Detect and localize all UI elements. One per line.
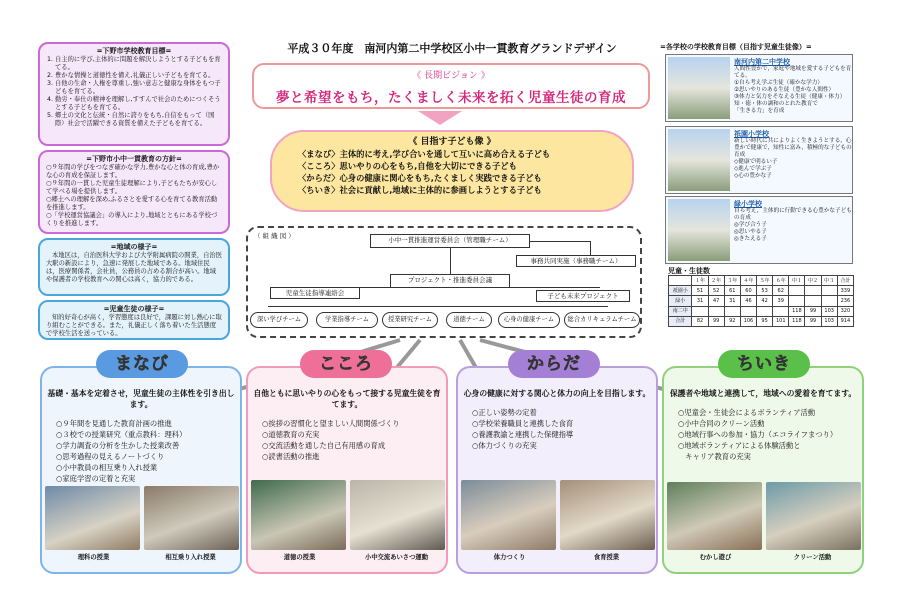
schools-heading: =各学校の学校教育目標（目指す児童生徒像）= [660,43,812,51]
students-state-heading: =児童生徒の様子= [103,305,165,313]
city-goals-list [46,56,222,128]
photo [251,480,346,550]
vision-text: 夢と希望をもち，たくましく未来を拓く児童生徒の育成 [276,90,626,106]
area-heading: =地域の様子= [110,243,158,251]
school-text: 新しい時代に共によりよく生きようとする，心豊かで健康で，知性に富み，積極的な子どもの育成 ◇健康で明るい子 ◇進んで学ぶ子 ◇心の豊かな子 [734,138,852,179]
photo-caption: 食育授業 [593,554,620,561]
photo-caption: 小中交流あいさつ運動 [365,554,428,561]
vision-box [252,63,650,109]
school-photo [668,57,730,119]
card-list [458,407,656,451]
table-row: 祇園小 51 52 61 60 53 62 339 [669,286,854,296]
photo [766,482,861,550]
list-item: ○３校での授業研究（重点教科：理科） [56,430,187,439]
area-text: 本地区は，自治医科大学および大学附属病院の開業，自治医大駅の新設により，急速に発展した地域である。地域住民は，医療関係者，会社員，公務員の占める割合が高い。地域や保護者の学校教育への関心は高く，協力的である。 [46,252,223,283]
photo [667,482,762,550]
list-item: ○「学校運営協議会」の導入により,地域とともにある学校づくりを推進します。 [46,212,218,227]
card-title-chiiki: ちいき [718,350,810,378]
list-item: ○養護教諭と連携した保健指導 [472,430,574,439]
list-item: ○地域行事への参加・協力（エコライフまつり） [678,430,838,439]
photo-caption: 理科の授業 [77,554,110,561]
city-policy-heading: =下野市小中一貫教育の方針= [86,155,182,163]
card-list [664,407,862,462]
card-policy: 基礎・基本を定着させ，児童生徒の主体性を引き出します。 [47,389,235,409]
list-item: ○９年間の学びをつなぎ確かな学力,豊かな心と体の育成,豊かな心の育成を保証します。 [46,164,220,179]
list-item: ○小中合同のクリーン活動 [678,419,765,428]
student-count-title: 児童・生徒数 [668,267,710,275]
connector [268,306,608,307]
photo-caption: 体力つくり [493,554,526,561]
list-item: ○郷土への理解を深め,ふるさとを愛する心を育てる教育活動を推進します。 [46,196,218,211]
list-item: ○交流活動を通した自己有用感の育成 [262,441,386,450]
list-item: 2. 豊かな情操と道徳性を備え,礼儀正しい子どもを育てる。 [55,72,222,80]
team-1: 深い学びチーム [250,312,308,328]
list-item: 3. 自他の生命・人権を尊重し,強い意志と健康な身体をもつ子どもを育てる。 [55,80,222,96]
city-policy-box [38,150,230,234]
table-row: １年 ２年 ３年 ４年 ５年 ６年 中１ 中２ 中３ 合計 [669,276,854,286]
card-manabi [40,366,242,574]
goals-heading: 《 目指す子ども像 》 [408,137,496,147]
card-chiiki [662,366,864,574]
list-item: ○挨拶の習慣化と望ましい人間関係づくり [262,419,400,428]
photo [144,486,239,550]
list-item: ○正しい姿勢の定着 [472,408,537,417]
org-label: （ 組 織 図 ） [254,232,295,240]
list-item: ○読書活動の推進 [262,452,320,461]
team-6: 総合カリキュラムチーム [564,312,640,328]
school-card [665,196,853,264]
connector [590,241,591,255]
city-goals-heading: =下野市学校教育目標= [96,47,172,55]
list-item: 5. 郷土の文化と伝統・自然に誇りをもち,自信をもって（国際）社会で活躍できる資質を備えた子どもを育てる。 [55,112,222,128]
vision-heading: 《 長期ビジョン 》 [412,71,490,81]
photo [350,480,445,550]
org-chart [246,226,642,338]
students-state-text: 知的好奇心が高く，学習態度は良好で，課題に対し熱心に取り組むことができる。また，礼儀正しく落ち着いた生活態度で学校生活を送っている。 [46,314,222,337]
connector [450,248,451,276]
team-3: 授業研究チーム [382,312,438,328]
org-committee: 小中一貫推進運営委員会（管理職チーム） [370,234,530,248]
school-card [665,126,853,194]
team-4: 道徳チーム [446,312,492,328]
org-future: 子ども未来プロジェクト [536,290,630,302]
school-name[interactable]: 祇園小学校 [734,130,769,138]
area-box [38,238,230,296]
org-project: プロジェクト・推進委員会議 [390,274,510,288]
goal-item: 〈こころ〉思いやりの心をもち,自他を大切にできる子ども [298,161,517,171]
list-item: ○９年間を見通した教育計画の推進 [56,419,172,428]
photo-caption: クリーン活動 [793,554,832,561]
photo [461,480,556,550]
list-item: ○思考過程の見えるノートづくり [56,452,165,461]
list-item: ○学力調査の分析を生かした授業改善 [56,441,180,450]
goal-item: 〈からだ〉心身の健康に関心をもち,たくましく実践できる子ども [298,173,542,183]
city-goals-box [38,42,230,146]
page-title: 平成３０年度 南河内第二中学校区小中一貫教育グランドデザイン [287,42,617,55]
photo-caption: 道徳の授業 [283,554,316,561]
list-item: ○体力づくりの充実 [472,441,537,450]
team-2: 学業指導チーム [316,312,378,328]
goals-box [270,130,634,212]
list-item: 1. 自主的に学び,主体的に問題を解決しようとする子どもを育てる。 [55,56,222,72]
school-name[interactable]: 南河内第二中学校 [734,58,790,66]
school-name[interactable]: 緑小学校 [734,200,762,208]
org-office: 事務共同実施（事務職チーム） [516,255,636,267]
list-item: ○小中教員の相互乗り入れ授業 [56,463,158,472]
list-item: ○児童会・生徒会によるボランティア活動 [678,408,816,417]
list-item: ○地域ボランティアによる体験活動と [678,441,801,450]
card-policy: 自他ともに思いやりの心をもって接する児童生徒を育てます。 [253,389,441,409]
school-text: 自ら考え，主体的に行動できる心豊かな子どもの育成 ◎学び合う子 ◎思いやる子 ◎きたえる子 [734,208,852,242]
student-count-table [668,275,854,327]
list-item: ○学校栄養職員と連携した食育 [472,419,574,428]
card-policy: 心身の健康に対する関心と体力の向上を目指します。 [463,389,651,398]
list-item: ○家庭学習の定着と充実 [56,474,136,483]
card-karada [456,366,658,574]
school-text: 人間性豊かで，家庭や地域を愛する子どもを育てる。 ①自ら考え学ぶ生徒（確かな学力） ②思いやりのある生徒（豊かな人間性） ③体力と気力をそなえる生徒（健康・体力） 知・徳・体の調和のとれた教育で 「生きる力」を育成 [734,66,852,114]
card-title-kokoro: こころ [300,350,392,378]
photo-caption: むかし遊び [699,554,732,561]
students-state-box [38,300,230,340]
team-5: 心身の健康チーム [498,312,560,328]
school-photo [668,199,730,261]
list-item: ○道徳教育の充実 [262,430,320,439]
card-kokoro [246,366,448,574]
list-item: ○９年間の一貫した児童生徒理解により,子どもたちが安心して学べる場を提供します。 [46,180,218,195]
down-arrow-icon [418,111,462,125]
table-row: 緑小 31 47 31 46 42 39 236 [669,296,854,306]
goal-item: 〈まなび〉主体的に考え,学び合いを通して互いに高め合える子ども [298,149,551,159]
card-policy: 保護者や地域と連携して，地域への愛着を育てます。 [669,389,857,398]
card-title-manabi: まなび [96,350,188,378]
card-list [42,418,240,484]
card-title-karada: からだ [508,350,600,378]
goal-item: 〈ちいき〉社会に貢献し,地域に主体的に参画しようとする子ども [298,185,542,195]
org-guidance: 児童生徒指導連絡会 [270,287,360,299]
school-photo [668,129,730,191]
table-row: 合計 82 99 92 106 95 101 118 99 103 914 [669,316,854,326]
photo [45,486,140,550]
photo [560,480,655,550]
connector [530,241,590,242]
table-row: 南二中 118 99 103 320 [669,306,854,316]
card-list [248,418,446,462]
photo-caption: 相互乗り入れ授業 [165,554,216,561]
list-item: キャリア教育の充実 [678,452,751,461]
list-item: 4. 勤労・奉仕の精神を理解し,すすんで社会のためにつくそうとする子どもを育てる。 [55,96,222,112]
school-card [665,54,853,122]
